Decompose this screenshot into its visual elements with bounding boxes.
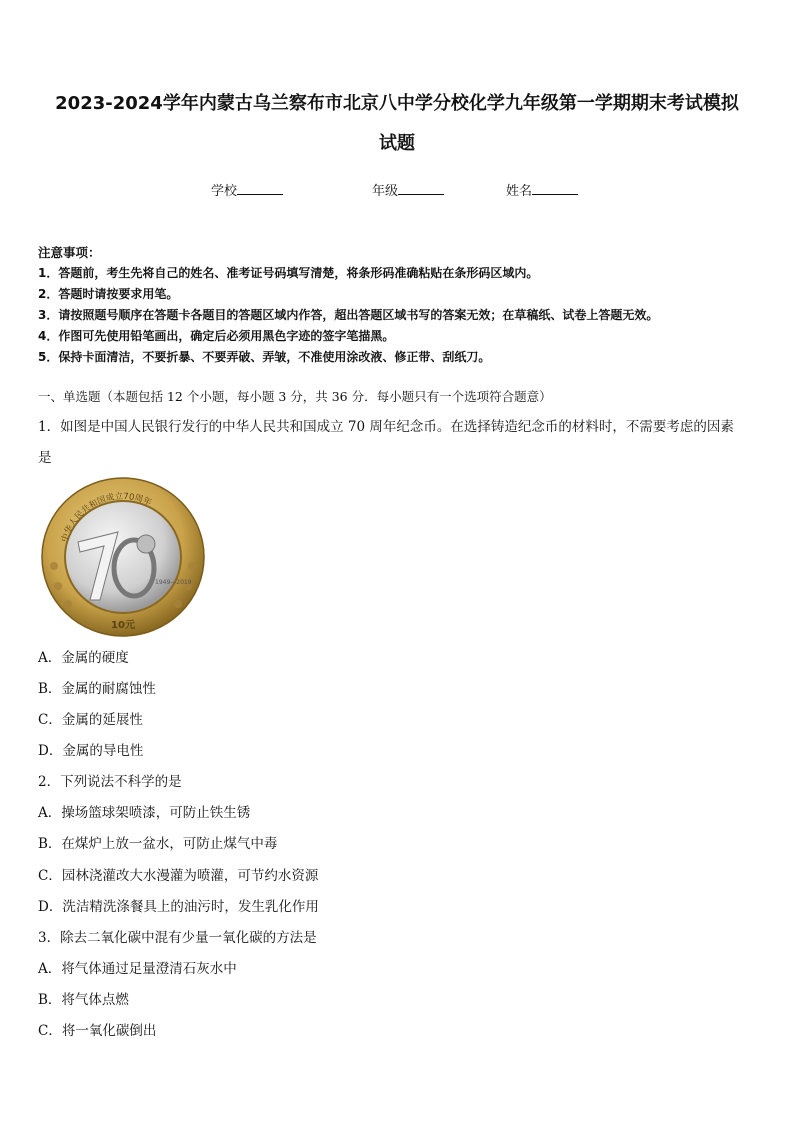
q2-option-d: D．洗洁精洗涤餐具上的油污时，发生乳化作用 bbox=[38, 899, 319, 915]
grade-blank bbox=[398, 182, 444, 195]
q3-option-b: B．将气体点燃 bbox=[38, 992, 129, 1008]
notice-item: 3．请按照题号顺序在答题卡各题目的答题区域内作答，超出答题区域书写的答案无效；在草稿纸、试卷上答题无效。 bbox=[38, 308, 659, 322]
section-title: 一、单选题（本题包括 12 个小题，每小题 3 分，共 36 分．每小题只有一个选项符合题意） bbox=[38, 389, 552, 404]
q3-option-c: C．将一氧化碳倒出 bbox=[38, 1023, 157, 1039]
grade-field bbox=[372, 180, 444, 199]
commemorative-coin-image bbox=[40, 476, 206, 638]
q1-stem-line1: 1．如图是中国人民银行发行的中华人民共和国成立 70 周年纪念币。在选择铸造纪念币的材料时，不需要考虑的因素 bbox=[38, 419, 734, 435]
name-label: 姓名 bbox=[506, 184, 533, 199]
q2-option-a: A．操场篮球架喷漆，可防止铁生锈 bbox=[38, 805, 251, 821]
name-field bbox=[506, 180, 578, 199]
q1-option-c: C．金属的延展性 bbox=[38, 712, 143, 728]
coin-value: 10元 bbox=[111, 620, 135, 631]
school-field bbox=[211, 180, 283, 199]
grade-label: 年级 bbox=[372, 184, 399, 199]
school-blank bbox=[237, 182, 283, 195]
q1-option-d: D．金属的导电性 bbox=[38, 743, 144, 759]
notice-heading: 注意事项： bbox=[38, 245, 101, 260]
coin-ring-text: 中华人民共和国成立70周年 bbox=[60, 491, 153, 544]
name-blank bbox=[532, 182, 578, 195]
q2-stem: 2．下列说法不科学的是 bbox=[38, 774, 182, 790]
q2-option-c: C．园林浇灌改大水漫灌为喷灌，可节约水资源 bbox=[38, 868, 319, 884]
notice-item: 1．答题前，考生先将自己的姓名、准考证号码填写清楚，将条形码准确粘贴在条形码区域内。 bbox=[38, 266, 539, 280]
notice-item: 4．作图可先使用铅笔画出，确定后必须用黑色字迹的签字笔描黑。 bbox=[38, 329, 395, 343]
title-line-1: 2023-2024学年内蒙古乌兰察布市北京八中学分校化学九年级第一学期期末考试模拟 bbox=[55, 93, 739, 114]
school-label: 学校 bbox=[211, 184, 238, 199]
title-line-2: 试题 bbox=[379, 133, 415, 154]
q1-option-b: B．金属的耐腐蚀性 bbox=[38, 681, 156, 697]
coin-years: 1949—2019 bbox=[155, 579, 192, 586]
q1-option-a: A．金属的硬度 bbox=[38, 650, 129, 666]
q3-stem: 3．除去二氧化碳中混有少量一氧化碳的方法是 bbox=[38, 930, 317, 946]
notice-item: 2．答题时请按要求用笔。 bbox=[38, 287, 179, 301]
q3-option-a: A．将气体通过足量澄清石灰水中 bbox=[38, 961, 237, 977]
exam-title bbox=[40, 84, 754, 164]
q2-option-b: B．在煤炉上放一盆水，可防止煤气中毒 bbox=[38, 836, 278, 852]
q1-stem-line2: 是 bbox=[38, 450, 52, 466]
notice-item: 5．保持卡面清洁，不要折暴、不要弄破、弄皱，不准使用涂改液、修正带、刮纸刀。 bbox=[38, 350, 491, 364]
